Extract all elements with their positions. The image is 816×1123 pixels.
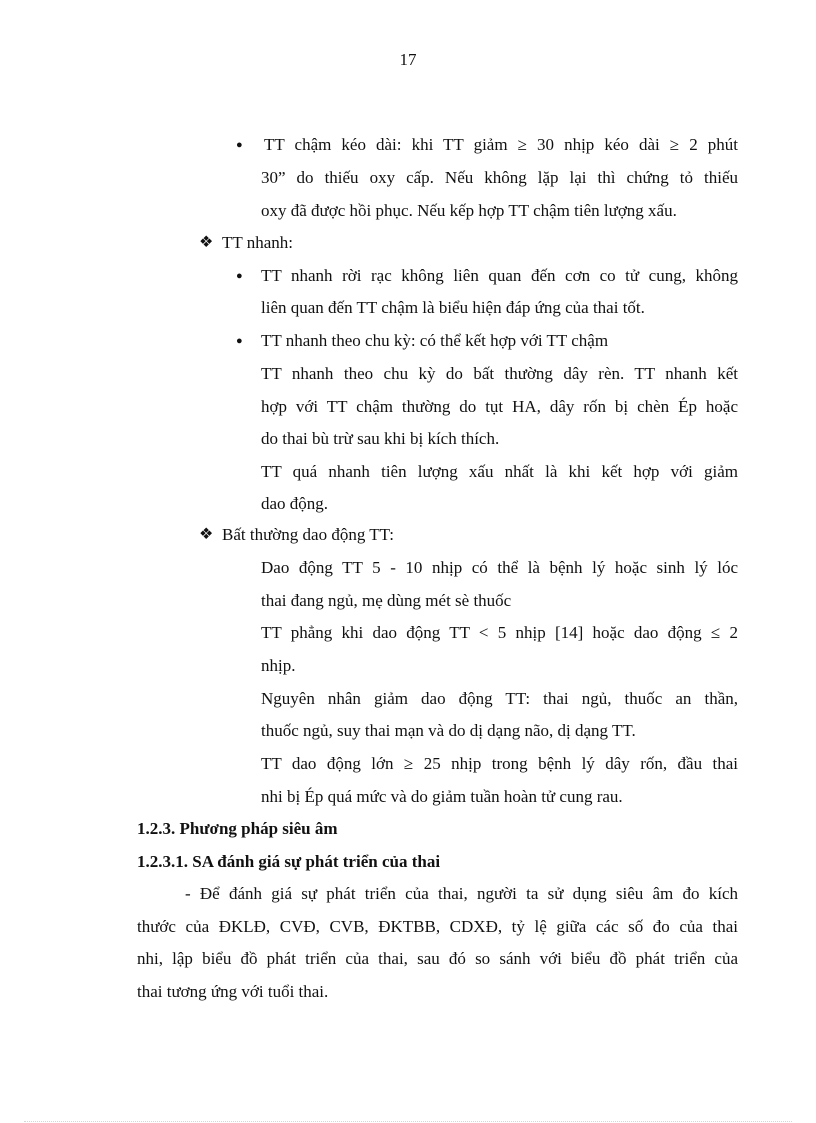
text-line: TT nhanh theo chu kỳ: có thể kết hợp với TT chậm xyxy=(261,331,609,350)
text-line: TT nhanh rời rạc không liên quan đến cơn co tử cung, không xyxy=(261,266,738,285)
text-line: thuốc ngủ, suy thai mạn và do dị dạng não, dị dạng TT. xyxy=(261,721,636,740)
text-line: thai đang ngủ, mẹ dùng mét sè thuốc xyxy=(261,591,512,610)
diamond-bullet-icon: ❖ xyxy=(199,234,214,251)
page-number: 17 xyxy=(399,50,417,69)
text-line: TT chậm kéo dài: khi TT giảm ≥ 30 nhịp kéo dài ≥ 2 phút xyxy=(264,135,738,154)
paragraph-line: thai tương ứng với tuổi thai. xyxy=(137,982,329,1001)
text-line: TT nhanh theo chu kỳ do bất thường dây rèn. TT nhanh kết xyxy=(261,364,738,383)
paragraph-line: thước của ĐKLĐ, CVĐ, CVB, ĐKTBB, CDXĐ, tỷ lệ giữa các số đo của thai xyxy=(137,917,738,936)
text-line: nhi bị Ép quá mức và do giảm tuần hoàn tử cung rau. xyxy=(261,787,623,806)
section-heading: 1.2.3. Phương pháp siêu âm xyxy=(137,819,338,838)
text-line: Bất thường dao động TT: xyxy=(222,525,394,544)
text-line: Dao động TT 5 - 10 nhịp có thể là bệnh lý hoặc sinh lý lóc xyxy=(261,558,738,577)
diamond-bullet-icon: ❖ xyxy=(199,526,214,543)
page-bottom-rule xyxy=(24,1121,792,1122)
text-line: TT quá nhanh tiên lượng xấu nhất là khi kết hợp với giảm xyxy=(261,462,738,481)
text-line: 30” do thiếu oxy cấp. Nếu không lặp lại thì chứng tỏ thiếu xyxy=(261,168,738,187)
text-line: do thai bù trừ sau khi bị kích thích. xyxy=(261,429,500,448)
bullet-icon: ● xyxy=(236,270,243,282)
text-line: TT nhanh: xyxy=(222,233,293,252)
paragraph-line: nhi, lập biểu đồ phát triển của thai, sau đó so sánh với biểu đồ phát triển của xyxy=(137,949,738,968)
text-line: Nguyên nhân giảm dao động TT: thai ngủ, thuốc an thần, xyxy=(261,689,738,708)
text-line: TT dao động lớn ≥ 25 nhịp trong bệnh lý dây rốn, đầu thai xyxy=(261,754,738,773)
paragraph-line: - Để đánh giá sự phát triển của thai, người ta sử dụng siêu âm đo kích xyxy=(185,884,738,903)
text-line: oxy đã được hồi phục. Nếu kếp hợp TT chậm tiên lượng xấu. xyxy=(261,201,677,220)
text-line: nhịp. xyxy=(261,656,296,675)
text-line: hợp với TT chậm thường do tụt HA, dây rốn bị chèn Ép hoặc xyxy=(261,397,738,416)
text-line: TT phẳng khi dao động TT < 5 nhịp [14] hoặc dao động ≤ 2 xyxy=(261,623,738,642)
bullet-icon: ● xyxy=(236,139,243,151)
text-line: dao động. xyxy=(261,494,329,513)
text-line: liên quan đến TT chậm là biểu hiện đáp ứng của thai tốt. xyxy=(261,298,645,317)
bullet-icon: ● xyxy=(236,335,243,347)
subsection-heading: 1.2.3.1. SA đánh giá sự phát triển của thai xyxy=(137,852,441,871)
